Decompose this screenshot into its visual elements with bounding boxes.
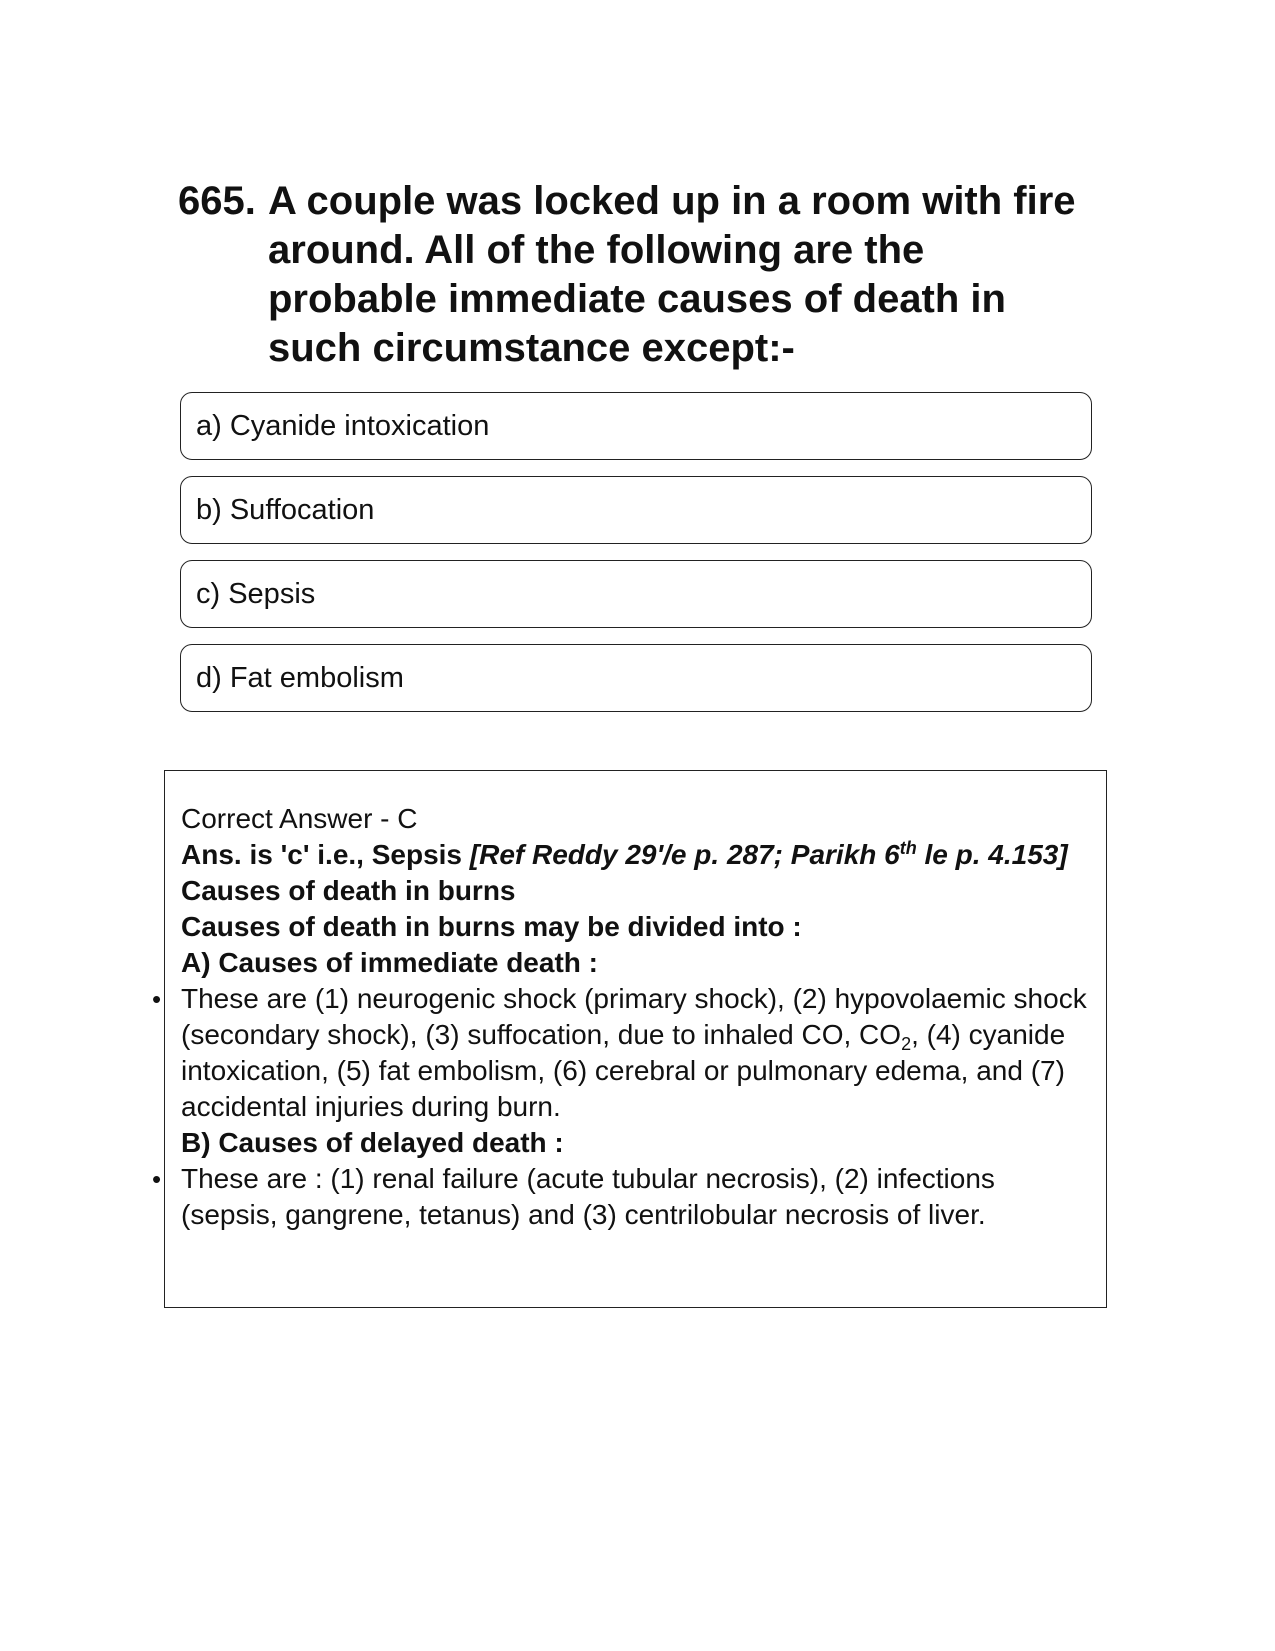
section-a-text-1: These are (1) neurogenic shock (primary shock), (2) hypovolaemic shock (secondary shock), (3) suffocation, due to inhaled CO, CO xyxy=(181,983,1087,1050)
section-a-subscript: 2 xyxy=(901,1034,912,1054)
bullet-icon: • xyxy=(152,1164,162,1194)
section-a-item xyxy=(152,981,1092,1125)
options-list xyxy=(180,392,1092,728)
section-a-text-2: , (4) cyanide intoxication, (5) fat embolism, (6) cerebral or pulmonary edema, and (7) accidental injuries during burn. xyxy=(181,1019,1066,1122)
question-block xyxy=(178,177,1078,373)
section-a-title: A) Causes of immediate death : xyxy=(181,947,598,978)
bullet-icon: • xyxy=(152,984,162,1014)
answer-explanation-box xyxy=(152,770,1107,1308)
correct-answer-label: Correct Answer - C xyxy=(181,803,418,834)
answer-reference-line xyxy=(181,837,1092,873)
option-a[interactable]: a) Cyanide intoxication xyxy=(180,392,1092,460)
explanation-heading: Causes of death in burns xyxy=(181,875,516,906)
reference-superscript: th xyxy=(899,838,917,858)
option-c[interactable]: c) Sepsis xyxy=(180,560,1092,628)
section-b-item xyxy=(152,1161,1092,1233)
reference-part-1: [Ref Reddy 29'/e p. 287; Parikh 6 xyxy=(469,839,900,870)
section-b-text: These are : (1) renal failure (acute tubular necrosis), (2) infections (sepsis, gangrene, tetanus) and (3) centrilobular necrosis of liver. xyxy=(181,1163,995,1230)
explanation-subheading: Causes of death in burns may be divided into : xyxy=(181,911,802,942)
option-d[interactable]: d) Fat embolism xyxy=(180,644,1092,712)
answer-statement: Ans. is 'c' i.e., Sepsis xyxy=(181,839,470,870)
reference-citation xyxy=(470,839,1068,870)
reference-part-2: le p. 4.153] xyxy=(916,839,1068,870)
question-number: 665. xyxy=(178,179,256,223)
option-b[interactable]: b) Suffocation xyxy=(180,476,1092,544)
section-b-title: B) Causes of delayed death : xyxy=(181,1127,564,1158)
question-text: A couple was locked up in a room with fire around. All of the following are the probable immediate causes of death in such circumstance except:- xyxy=(268,179,1076,370)
